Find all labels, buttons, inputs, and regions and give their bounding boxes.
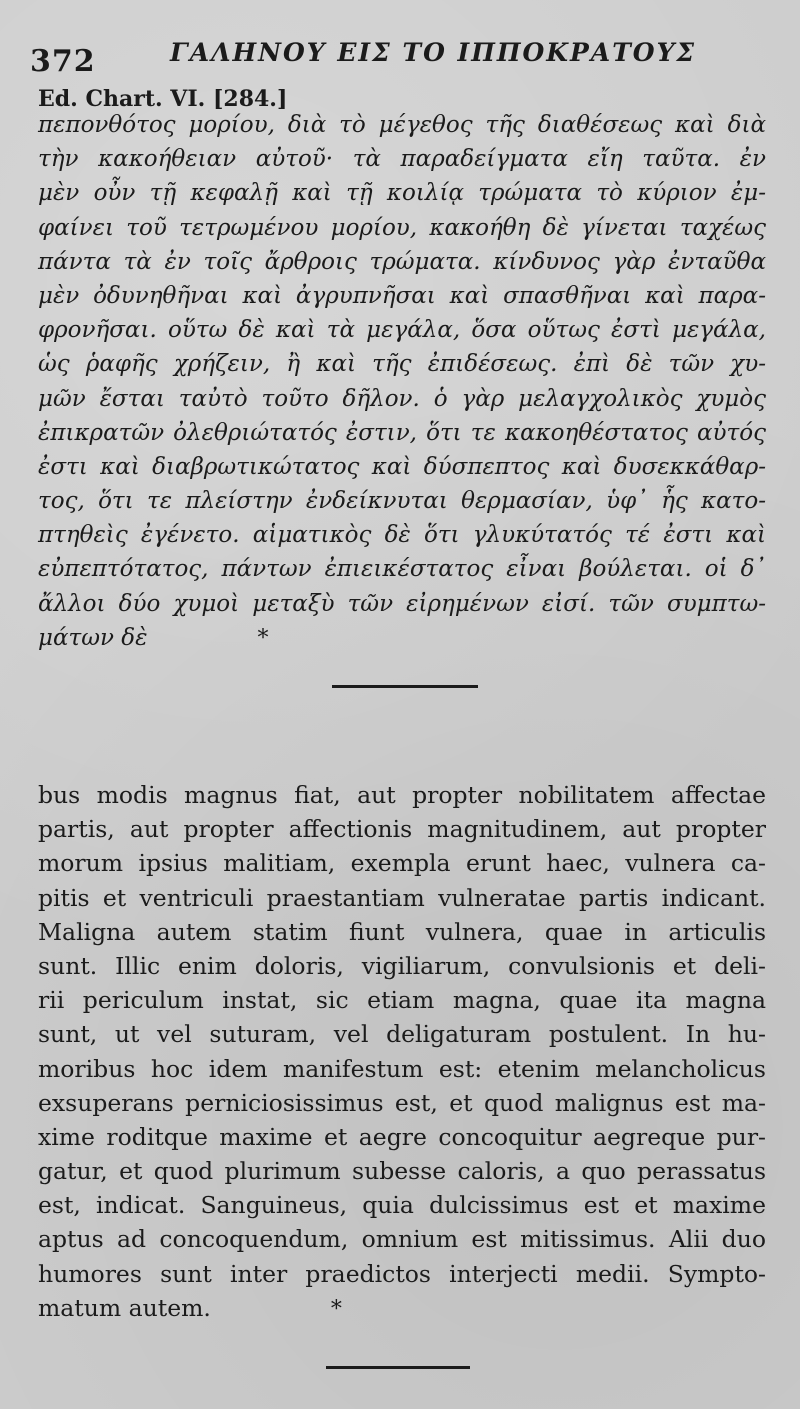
latin-line: rii periculum instat, sic etiam magna, quae ita magna (38, 986, 766, 1015)
latin-final-words: matum autem. (38, 1293, 211, 1322)
latin-line: humores sunt inter praedictos interjecti medii. Sympto- (38, 1259, 766, 1288)
greek-line: φρονῆσαι. οὕτω δὲ καὶ τὰ μεγάλα, ὅσα οὕτως ἐστὶ μεγάλα, (38, 317, 766, 344)
greek-line: φαίνει τοῦ τετρωμένου μορίου, κακοήθη δὲ γίνεται ταχέως (38, 214, 766, 241)
latin-line: sunt. Illic enim doloris, vigiliarum, convulsionis et deli- (38, 951, 766, 980)
greek-line: ἐστι καὶ διαβρωτικώτατος καὶ δύσπεπτος καὶ δυσεκκάθαρ- (38, 453, 766, 480)
page-number: 372 (30, 44, 96, 79)
greek-line: ὡς ῥαφῆς χρήζειν, ἢ καὶ τῆς ἐπιδέσεως. ἐπὶ δὲ τῶν χυ- (38, 351, 766, 378)
latin-line: moribus hoc idem manifestum est: etenim melancholicus (38, 1054, 766, 1083)
latin-line: est, indicat. Sanguineus, quia dulcissimus est et maxime (38, 1191, 766, 1220)
latin-line: morum ipsius malitiam, exempla erunt haec, vulnera ca- (38, 849, 766, 878)
greek-line: εὐπεπτότατος, πάντων ἐπιεικέστατος εἶναι βούλεται. οἱ δ᾽ (38, 556, 766, 583)
greek-line: πάντα τὰ ἐν τοῖς ἄρθροις τρώματα. κίνδυνος γὰρ ἐνταῦθα (38, 248, 766, 275)
greek-line: τος, ὅτι τε πλείστην ἐνδείκνυται θερμασίαν, ὑφ᾽ ἧς κατο- (38, 488, 766, 515)
asterisk-mark: * (257, 625, 269, 651)
greek-line-final (38, 621, 766, 655)
asterisk-mark: * (330, 1296, 342, 1322)
latin-line: bus modis magnus fiat, aut propter nobilitatem affectae (38, 781, 766, 809)
latin-line: xime roditque maxime et aegre concoquitur aegreque pur- (38, 1122, 766, 1151)
latin-line: partis, aut propter affectionis magnitudinem, aut propter (38, 815, 766, 844)
latin-line: pitis et ventriculi praestantiam vulneratae partis indicant. (38, 883, 766, 912)
latin-line-final (38, 1291, 766, 1325)
latin-line: aptus ad concoquendum, omnium est mitissimus. Alii duo (38, 1225, 766, 1254)
latin-line: Maligna autem statim fiunt vulnera, quae in articulis (38, 917, 766, 946)
greek-line: πτηθεὶς ἐγένετο. αἱματικὸς δὲ ὅτι γλυκύτατός τέ ἐστι καὶ (38, 522, 766, 549)
greek-line: πεπονθότος μορίου, διὰ τὸ μέγεθος τῆς διαθέσεως καὶ διὰ (38, 112, 766, 138)
latin-line: exsuperans perniciosissimus est, et quod malignus est ma- (38, 1088, 766, 1117)
running-head: ΓΑΛΗΝΟΥ ΕΙΣ ΤΟ ΙΠΠΟΚΡΑΤΟΥΣ (170, 38, 697, 67)
latin-line: gatur, et quod plurimum subesse caloris, a quo perassatus (38, 1157, 766, 1186)
latin-text-block (38, 778, 766, 1325)
greek-text-block (38, 108, 766, 655)
latin-line: sunt, ut vel suturam, vel deligaturam postulent. In hu- (38, 1020, 766, 1049)
greek-line: μῶν ἔσται ταὐτὸ τοῦτο δῆλον. ὁ γὰρ μελαγχολικὸς χυμὸς (38, 385, 766, 412)
section-divider (326, 1366, 470, 1369)
greek-line: ἐπικρατῶν ὀλεθριώτατός ἐστιν, ὅτι τε κακοηθέστατος αὐτός (38, 419, 766, 446)
greek-final-words: μάτων δὲ (38, 624, 148, 651)
edition-reference: Ed. Chart. VI. [284.] (38, 86, 288, 112)
greek-line: μὲν ὀδυνηθῆναι καὶ ἀγρυπνῆσαι καὶ σπασθῆναι καὶ παρα- (38, 282, 766, 309)
greek-line: μὲν οὖν τῇ κεφαλῇ καὶ τῇ κοιλίᾳ τρώματα τὸ κύριον ἐμ- (38, 180, 766, 207)
section-divider (332, 685, 478, 688)
greek-line: ἄλλοι δύο χυμοὶ μεταξὺ τῶν εἰρημένων εἰσί. τῶν συμπτω- (38, 590, 766, 617)
greek-line: τὴν κακοήθειαν αὐτοῦ· τὰ παραδείγματα εἴη ταῦτα. ἐν (38, 146, 766, 173)
